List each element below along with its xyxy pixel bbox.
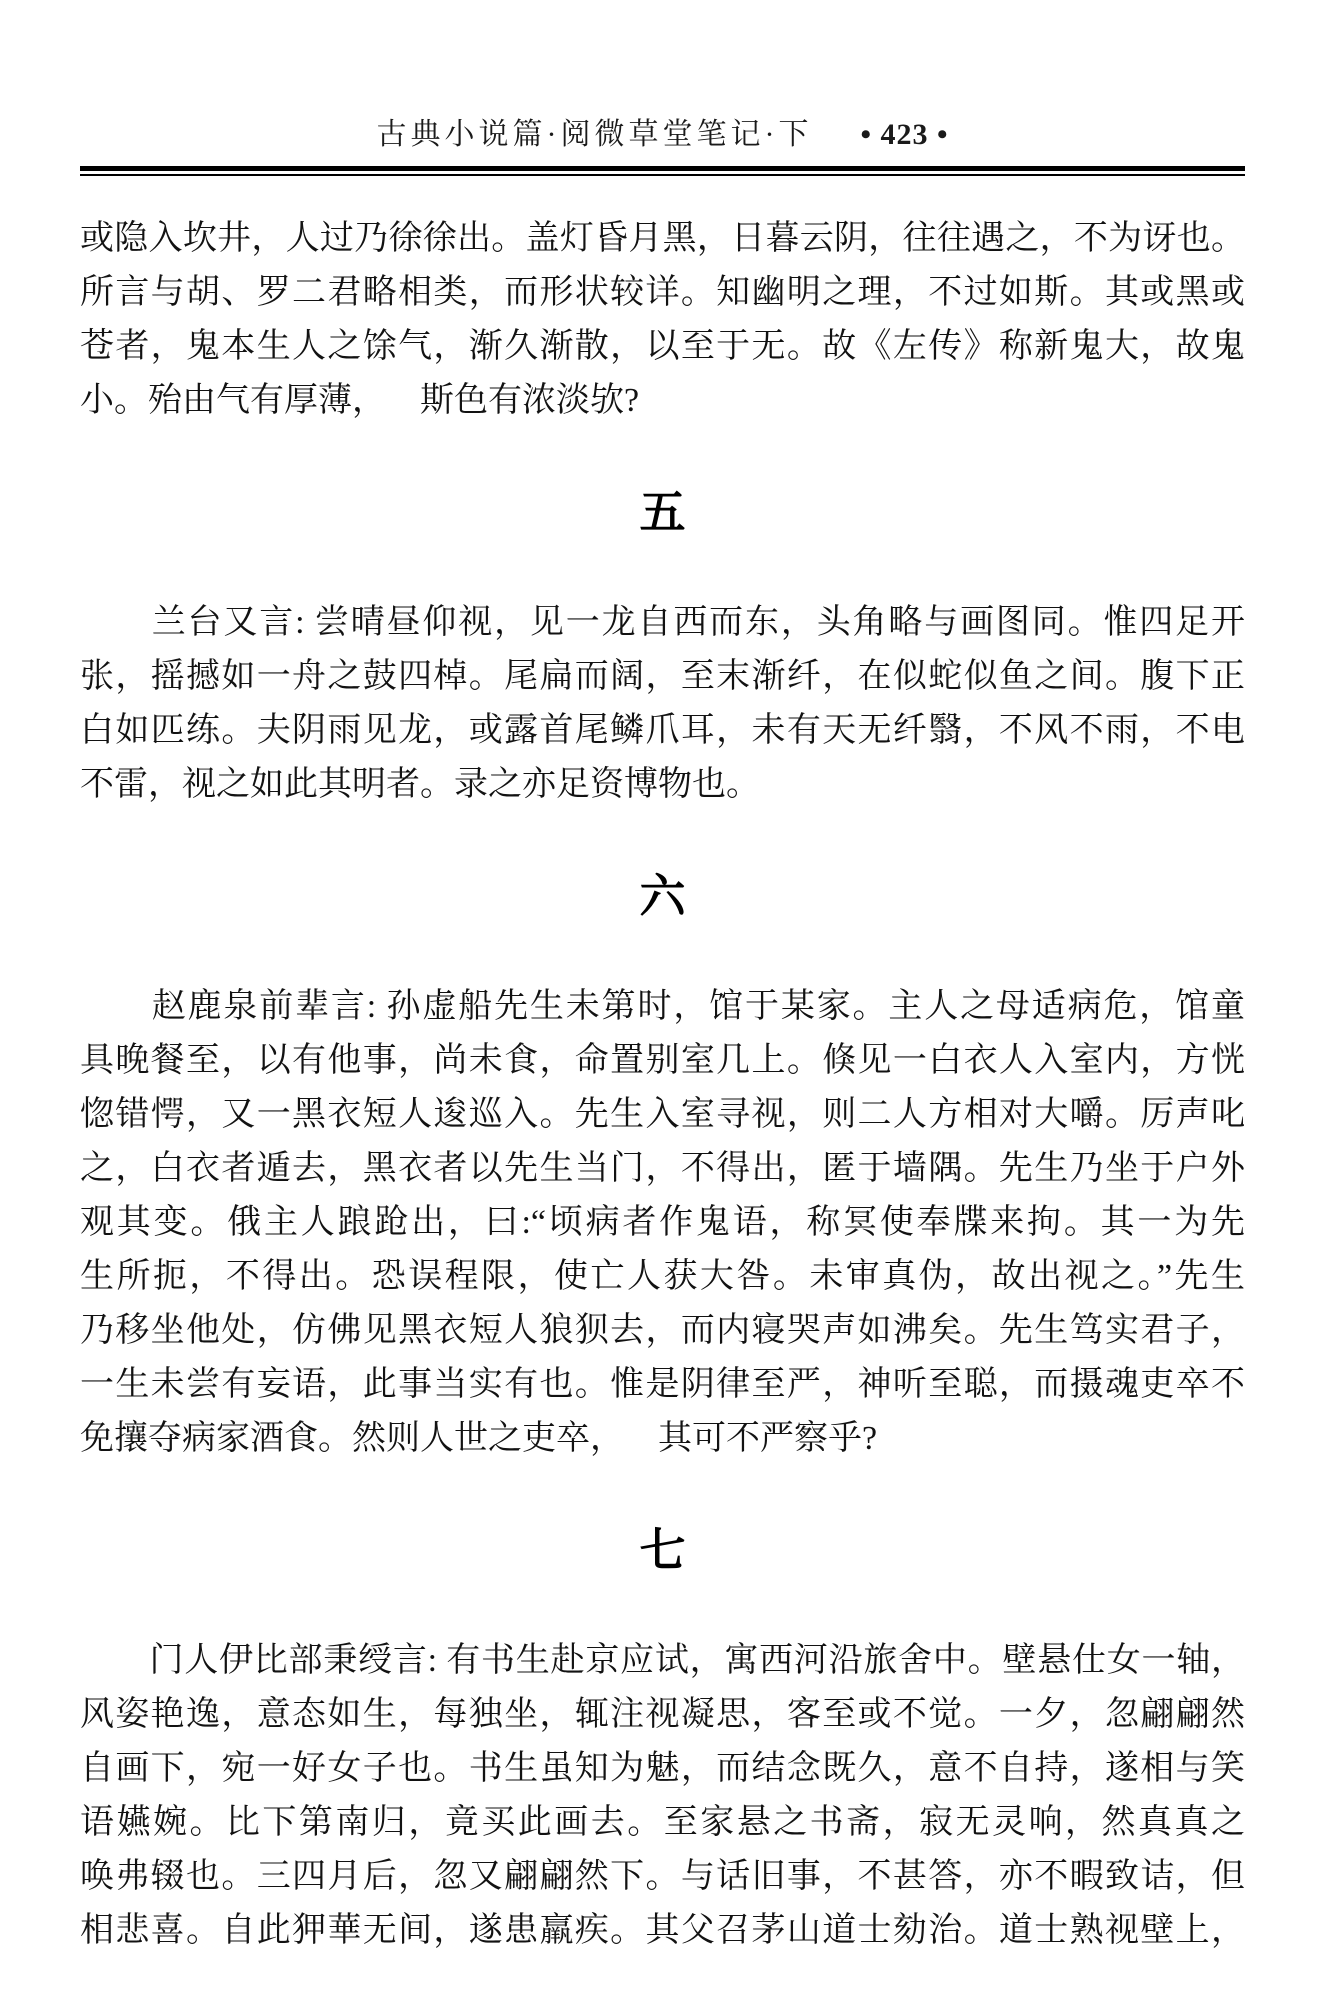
- text-line: 所言与胡、罗二君略相类，而形状较详。知幽明之理，不过如斯。其或黑或: [80, 274, 1245, 311]
- text-line: 乃移坐他处，仿佛见黑衣短人狼狈去，而内寝哭声如沸矣。先生笃实君子，: [80, 1312, 1245, 1349]
- section-heading: 七: [639, 1524, 686, 1576]
- paragraph: [80, 980, 1245, 1466]
- paragraph: [80, 212, 1245, 428]
- page-header: [80, 118, 1245, 152]
- running-title: 古典小说篇·阅微草堂笔记·下: [376, 118, 813, 151]
- text-line: 惚错愕，又一黑衣短人逡巡入。先生入室寻视，则二人方相对大嚼。厉声叱: [80, 1096, 1245, 1133]
- text-line: 风姿艳逸，意态如生，每独坐，辄注视凝思，客至或不觉。一夕，忽翩翩然: [80, 1696, 1245, 1733]
- header-rule-thick-line: [80, 166, 1245, 171]
- text-line: 苍者，鬼本生人之馀气，渐久渐散，以至于无。故《左传》称新鬼大，故鬼: [80, 328, 1245, 365]
- text-line: 不雷，视之如此其明者。录之亦足资博物也。: [80, 766, 760, 803]
- header-rule-thin-line: [80, 174, 1245, 176]
- text-line: 自画下，宛一好女子也。书生虽知为魅，而结念既久，意不自持，遂相与笑: [80, 1750, 1245, 1787]
- paragraph: [80, 1634, 1245, 1958]
- text-line: 兰台又言: 尝晴昼仰视，见一龙自西而东，头角略与画图同。惟四足开: [80, 604, 1245, 641]
- text-line: 生所扼，不得出。恐误程限，使亡人获大咎。未审真伪，故出视之。”先生: [80, 1258, 1245, 1295]
- text-line: 相悲喜。自此狎華无间，遂患羸疾。其父召茅山道士劾治。道士熟视壁上，: [80, 1912, 1245, 1949]
- header-rule: [80, 166, 1245, 176]
- text-line: 语嬿婉。比下第南归，竟买此画去。至家悬之书斋，寂无灵响，然真真之: [80, 1804, 1245, 1841]
- text-line: 张，摇撼如一舟之鼓四棹。尾扁而阔，至末渐纤，在似蛇似鱼之间。腹下正: [80, 658, 1245, 695]
- page-number: • 423 •: [860, 118, 949, 151]
- text-line: 或隐入坎井，人过乃徐徐出。盖灯昏月黑，日暮云阴，往往遇之，不为讶也。: [80, 220, 1245, 257]
- text-line: 观其变。俄主人踉跄出，曰:“顷病者作鬼语，称冥使奉牒来拘。其一为先: [80, 1204, 1245, 1241]
- text-line: 一生未尝有妄语，此事当实有也。惟是阴律至严，神听至聪，而摄魂吏卒不: [80, 1366, 1245, 1403]
- page-content: [80, 212, 1245, 1958]
- section-heading: 五: [639, 486, 686, 538]
- text-line: 赵鹿泉前辈言: 孙虚船先生未第时，馆于某家。主人之母适病危，馆童: [80, 988, 1245, 1025]
- text-line: 唤弗辍也。三四月后，忽又翩翩然下。与话旧事，不甚答，亦不暇致诘，但: [80, 1858, 1245, 1895]
- text-line: 免攘夺病家酒食。然则人世之吏卒， 其可不严察乎?: [80, 1420, 878, 1457]
- text-line: 白如匹练。夫阴雨见龙，或露首尾鳞爪耳，未有天无纤翳，不风不雨，不电: [80, 712, 1245, 749]
- text-line: 小。殆由气有厚薄， 斯色有浓淡欤?: [80, 382, 640, 419]
- text-line: 门人伊比部秉绶言: 有书生赴京应试，寓西河沿旅舍中。壁悬仕女一轴，: [80, 1642, 1245, 1679]
- paragraph: [80, 596, 1245, 812]
- text-line: 具晚餐至，以有他事，尚未食，命置别室几上。倏见一白衣人入室内，方恍: [80, 1042, 1245, 1079]
- section-heading: 六: [639, 870, 686, 922]
- text-line: 之，白衣者遁去，黑衣者以先生当门，不得出，匿于墙隅。先生乃坐于户外: [80, 1150, 1245, 1187]
